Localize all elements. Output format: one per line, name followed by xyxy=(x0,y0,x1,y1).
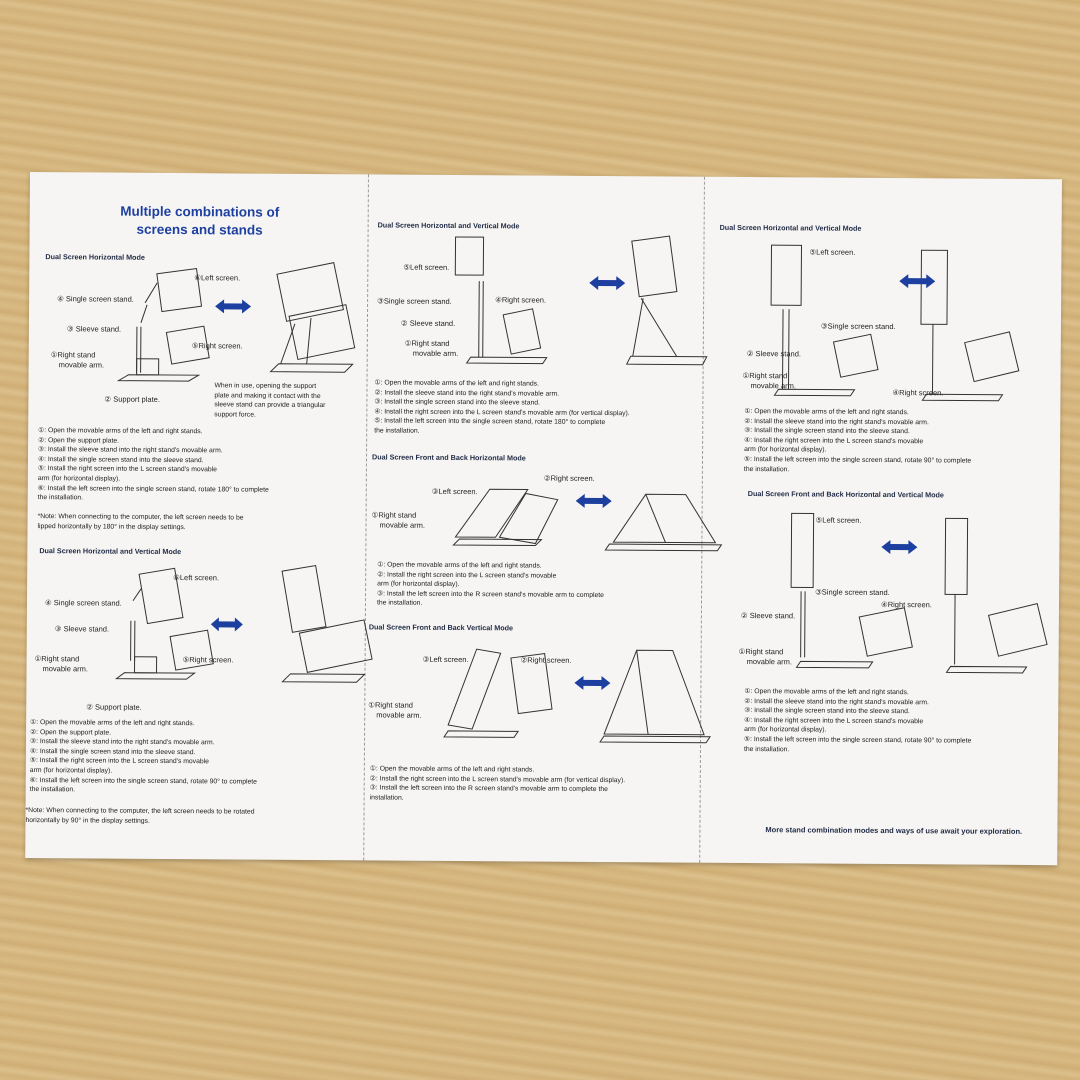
label: movable arm. xyxy=(58,360,105,370)
label: ①Right stand xyxy=(50,350,96,360)
diagram-front-back-horizontal-vertical xyxy=(760,507,1051,679)
steps-list: ①: Open the movable arms of the left and right stands. ②: Install the sleeve stand into the right stand's movable arm. ③: Install the single screen stand into the sleeve stand. ④: Install the right screen into the L screen stand's movable arm (for horizontal display). ⑤: Install the left screen into the single screen stand, rotate 90° to complete the installation. xyxy=(743,688,972,753)
label: ③Single screen stand. xyxy=(820,321,896,332)
steps-list: ①: Open the movable arms of the left and right stands. ②: Install the sleeve stand into the right stand's movable arm. ③: Install the single screen stand into the sleeve stand. ④: Install the right screen into the L screen stand's movable arm (for horizontal display). ⑤: Install the left screen into the single screen stand, rotate 90° to complete the installation. xyxy=(743,407,972,473)
diagram-horizontal-vertical-mode-3 xyxy=(762,239,1053,401)
label: ③Left screen. xyxy=(431,486,478,497)
double-arrow-icon xyxy=(881,540,917,559)
steps-list: ①: Open the movable arms of the left and right stands. ②: Open the support plate. ③: Install the sleeve stand into the right stand's movable arm. ④: Install the single screen stand into the sleeve stand. ⑤: Install the right screen into the L screen stand's movable arm (for horizontal display). ⑥: Install the left screen into the single screen stand, rotate 90° to complete the installation. xyxy=(29,719,257,794)
page-title: Multiple combinations of screens and stands xyxy=(120,203,280,238)
callout-text: When in use, opening the support plate and making it contact with the sleeve stand can provide a triangular support force. xyxy=(214,382,326,419)
label: ④Right screen. xyxy=(880,599,932,610)
note-text: *Note: When connecting to the computer, the left screen needs to be rotated horizontally by 90° in the display settings. xyxy=(25,806,255,825)
label: ⑤Right screen. xyxy=(182,655,234,665)
steps-list: ①: Open the movable arms of the left and right stands. ②: Install the right screen into the L screen stand's movable arm (for vertical display). ③: Install the left screen into the R screen stand's movable arm to complete the installation. xyxy=(369,765,626,802)
label: ② Sleeve stand. xyxy=(740,610,796,621)
double-arrow-icon xyxy=(574,676,610,695)
label: ② Sleeve stand. xyxy=(400,318,456,328)
section-heading: Dual Screen Front and Back Horizontal and Vertical Mode xyxy=(747,489,944,500)
double-arrow-icon xyxy=(589,276,625,295)
label: ②Right screen. xyxy=(543,473,595,483)
label: ④ Single screen stand. xyxy=(44,598,122,608)
panel-2 xyxy=(363,174,704,862)
label: movable arm. xyxy=(412,348,459,358)
label: ③Single screen stand. xyxy=(815,587,890,598)
steps-list: ①: Open the movable arms of the left and right stands. ②: Install the sleeve stand into the right stand's movable arm. ③: Install the single screen stand into the sleeve stand. ④: Install the right screen into the L screen stand's movable arm (for vertical display). ⑤: Install the left screen into the single screen stand, rotate 180° to complete the installation. xyxy=(374,379,630,435)
double-arrow-icon xyxy=(211,617,243,636)
label: ③Single screen stand. xyxy=(377,296,452,306)
label: ⑤Left screen. xyxy=(815,515,862,525)
diagram-horizontal-vertical-mode-2 xyxy=(427,231,698,373)
section-heading: Dual Screen Horizontal and Vertical Mode xyxy=(719,222,862,233)
label: ⑥Left screen. xyxy=(173,573,220,583)
steps-list: ①: Open the movable arms of the left and right stands. ②: Open the support plate. ③: Install the sleeve stand into the right stand's movable arm. ④: Install the single screen stand into the sleeve stand. ⑤: Install the right screen into the L screen stand's movable arm (for horizontal display). ⑥: Install the left screen into the single screen stand, rotate 180° to complete the installation. xyxy=(37,427,269,502)
section-heading: Dual Screen Horizontal and Vertical Mode xyxy=(377,220,520,231)
label: ④ Single screen stand. xyxy=(57,294,134,304)
section-heading: Dual Screen Front and Back Vertical Mode xyxy=(368,622,514,633)
section-heading: Dual Screen Front and Back Horizontal Mode xyxy=(371,452,526,463)
label: movable arm. xyxy=(42,664,89,674)
label: ⑥Left screen. xyxy=(194,273,241,283)
label: movable arm. xyxy=(746,657,793,667)
label: ①Right stand xyxy=(404,338,450,348)
label: ④Right screen. xyxy=(892,388,944,398)
double-arrow-icon xyxy=(576,494,612,513)
label: ② Sleeve stand. xyxy=(746,349,802,359)
footer-text: More stand combination modes and ways of use await your exploration. xyxy=(765,825,1023,836)
label: ⑤Left screen. xyxy=(809,247,856,257)
label: ①Right stand xyxy=(371,510,417,520)
label: ③ Sleeve stand. xyxy=(66,324,122,334)
label: ⑤Right screen. xyxy=(191,341,243,351)
label: movable arm. xyxy=(750,381,796,391)
label: ⑤Left screen. xyxy=(403,262,450,272)
label: ④Right screen. xyxy=(495,295,547,305)
note-text: *Note: When connecting to the computer, the left screen needs to be lipped horizontally by 180° in the display settings. xyxy=(37,513,244,531)
label: movable arm. xyxy=(376,710,422,720)
panel-1 xyxy=(25,172,368,860)
label: ③Left screen. xyxy=(422,654,469,665)
section-heading: Dual Screen Horizontal and Vertical Mode xyxy=(39,546,182,557)
double-arrow-icon xyxy=(215,299,251,318)
instruction-sheet xyxy=(25,172,1062,865)
diagram-front-back-horizontal xyxy=(445,471,696,563)
label: ③ Sleeve stand. xyxy=(54,624,110,634)
section-heading: Dual Screen Horizontal Mode xyxy=(45,252,145,262)
steps-list: ①: Open the movable arms of the left and right stands. ②: Install the right screen into the L screen stand's movable arm (for horizontal display). ③: Install the left screen into the R screen stand's movable arm to complete the installation. xyxy=(376,561,604,608)
label: ①Right stand xyxy=(368,700,413,710)
label: ①Right stand xyxy=(738,646,784,657)
double-arrow-icon xyxy=(899,274,935,293)
label: ② Support plate. xyxy=(104,394,160,404)
label: movable arm. xyxy=(379,520,426,530)
label: ② Support plate. xyxy=(86,702,142,712)
panel-3 xyxy=(699,177,1062,865)
label: ①Right stand xyxy=(742,370,788,381)
label: ①Right stand xyxy=(34,654,80,664)
label: ②Right screen. xyxy=(520,655,572,665)
